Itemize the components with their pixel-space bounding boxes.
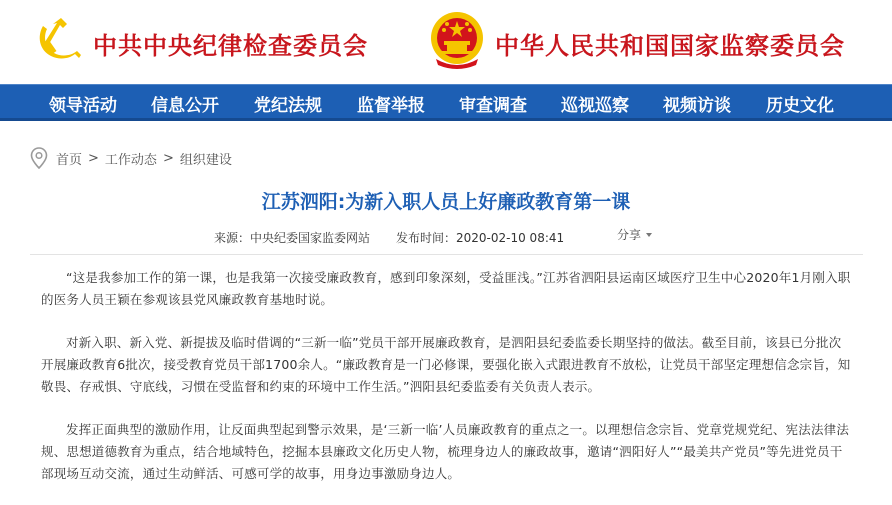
article-source: 来源：中央纪委国家监委网站 — [214, 231, 371, 245]
nav-item-info-disclosure[interactable]: 信息公开 — [151, 96, 219, 116]
location-pin-icon — [30, 147, 48, 169]
nav-item-investigation[interactable]: 审查调查 — [459, 96, 527, 116]
share-label: 分享 — [617, 228, 642, 242]
org-name-ccdi: 中共中央纪律检查委员会 — [93, 31, 368, 60]
org-name-nsc: 中华人民共和国国家监察委员会 — [495, 31, 845, 60]
breadcrumb-work-news[interactable]: 工作动态 — [104, 152, 157, 168]
share-button[interactable] — [617, 226, 652, 243]
nav-item-video[interactable]: 视频访谈 — [663, 96, 731, 116]
divider — [30, 254, 863, 255]
nav-item-report[interactable]: 监督举报 — [357, 96, 425, 116]
breadcrumb — [30, 147, 232, 169]
nav-item-party-regulations[interactable]: 党纪法规 — [254, 96, 322, 116]
site-header — [0, 0, 892, 84]
national-emblem-icon — [428, 9, 486, 71]
publish-time: 发布时间：2020-02-10 08:41 — [396, 231, 565, 245]
nav-item-inspection[interactable]: 巡视巡察 — [561, 96, 629, 116]
party-emblem-icon — [33, 14, 83, 64]
breadcrumb-separator: > — [88, 150, 99, 166]
nav-item-leadership[interactable]: 领导活动 — [49, 96, 117, 116]
article-paragraph: 发挥正面典型的激励作用，让反面典型起到警示效果，是‘三新一临’人员廉政教育的重点之一。以理想信念宗旨、党章党规党纪、宪法法律法规、思想道德教育为重点，结合地域特色，挖掘本县廉政文化历史人物，梳理身边人的廉政故事，邀请“泗阳好人”“最美共产党员”等先进党员干部现场互动交流，通过生动鲜活、可感可学的故事，用身边事激励身边人。 — [41, 422, 850, 481]
breadcrumb-org-building[interactable]: 组织建设 — [179, 152, 232, 168]
breadcrumb-separator: > — [162, 150, 174, 166]
breadcrumb-home[interactable]: 首页 — [56, 152, 83, 168]
article-title: 江苏泗阳:为新入职人员上好廉政教育第一课 — [261, 191, 631, 213]
main-nav — [0, 84, 892, 121]
article-paragraph: 对新入职、新入党、新提拔及临时借调的“三新一临”党员干部开展廉政教育，是泗阳县纪委监委长期坚持的做法。截至目前，该县已分批次开展廉政教育6批次，接受教育党员干部1700余人。“廉政教育是一门必修课，要强化嵌入式跟进教育不放松，让党员干部坚定理想信念宗旨，知敬畏、存戒惧、守底线，习惯在受监督和约束的环境中工作生活。”泗阳县纪委监委有关负责人表示。 — [41, 335, 851, 394]
chevron-down-icon — [646, 233, 652, 237]
article-paragraph: “这是我参加工作的第一课，也是我第一次接受廉政教育，感到印象深刻，受益匪浅。”江苏省泗阳县运南区域医疗卫生中心2020年1月刚入职的医务人员王颖在参观该县党风廉政教育基地时说。 — [41, 270, 851, 307]
nav-item-history[interactable]: 历史文化 — [766, 96, 834, 116]
